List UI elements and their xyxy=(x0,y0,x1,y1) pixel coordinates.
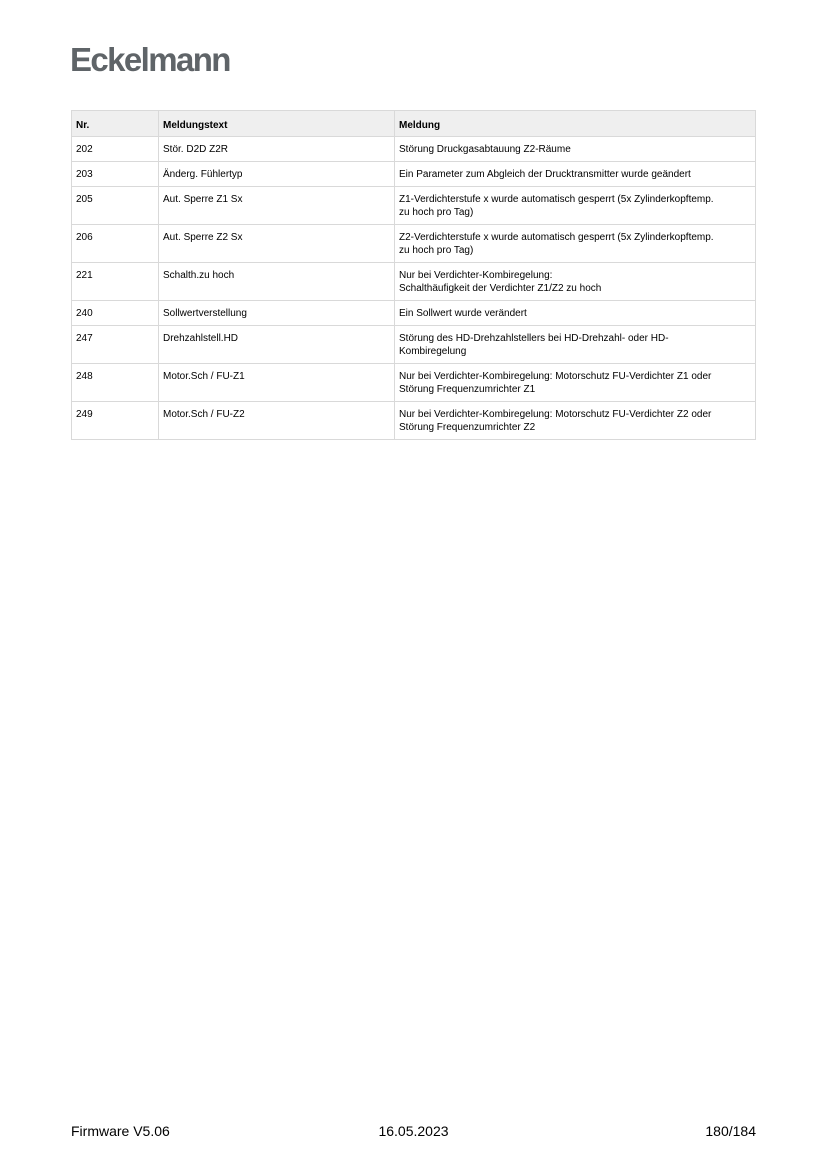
table-row xyxy=(72,301,756,326)
cell-meldung xyxy=(395,187,756,225)
cell-nr: 205 xyxy=(72,187,159,225)
footer-date: 16.05.2023 xyxy=(378,1123,449,1139)
cell-meldungstext: Stör. D2D Z2R xyxy=(159,137,395,162)
table-row xyxy=(72,364,756,402)
message-table xyxy=(71,110,756,440)
cell-nr: 248 xyxy=(72,364,159,402)
cell-meldung xyxy=(395,402,756,440)
meldung-line: Störung Druckgasabtauung Z2-Räume xyxy=(399,144,571,155)
table-row xyxy=(72,137,756,162)
table-header xyxy=(72,111,756,137)
table-row xyxy=(72,225,756,263)
table-row xyxy=(72,263,756,301)
cell-nr: 249 xyxy=(72,402,159,440)
cell-nr: 221 xyxy=(72,263,159,301)
cell-meldungstext: Motor.Sch / FU-Z2 xyxy=(159,402,395,440)
table-row xyxy=(72,402,756,440)
column-header-meldung: Meldung xyxy=(395,111,756,137)
meldung-line: Kombiregelung xyxy=(399,346,467,357)
cell-meldungstext: Drehzahlstell.HD xyxy=(159,326,395,364)
cell-nr: 203 xyxy=(72,162,159,187)
column-header-meldungstext: Meldungstext xyxy=(159,111,395,137)
cell-nr: 206 xyxy=(72,225,159,263)
column-header-nr: Nr. xyxy=(72,111,159,137)
meldung-line: Störung des HD-Drehzahlstellers bei HD-Drehzahl- oder HD- xyxy=(399,333,669,344)
cell-meldungstext: Motor.Sch / FU-Z1 xyxy=(159,364,395,402)
cell-meldungstext: Änderg. Fühlertyp xyxy=(159,162,395,187)
meldung-line: Z2-Verdichterstufe x wurde automatisch gesperrt (5x Zylinderkopftemp. xyxy=(399,232,714,243)
meldung-line: Störung Frequenzumrichter Z2 xyxy=(399,422,536,433)
cell-meldung xyxy=(395,326,756,364)
meldung-line: Nur bei Verdichter-Kombiregelung: xyxy=(399,270,553,281)
meldung-line: zu hoch pro Tag) xyxy=(399,245,474,256)
cell-meldungstext: Aut. Sperre Z2 Sx xyxy=(159,225,395,263)
table-header-row xyxy=(72,111,756,137)
cell-meldung xyxy=(395,162,756,187)
table-row xyxy=(72,187,756,225)
cell-nr: 202 xyxy=(72,137,159,162)
meldung-line: Ein Parameter zum Abgleich der Drucktransmitter wurde geändert xyxy=(399,169,691,180)
meldung-line: Ein Sollwert wurde verändert xyxy=(399,308,527,319)
meldung-line: Störung Frequenzumrichter Z1 xyxy=(399,384,536,395)
cell-nr: 240 xyxy=(72,301,159,326)
cell-meldung xyxy=(395,137,756,162)
company-logo: Eckelmann xyxy=(70,41,230,78)
meldung-line: Schalthäufigkeit der Verdichter Z1/Z2 zu hoch xyxy=(399,283,602,294)
meldung-line: Nur bei Verdichter-Kombiregelung: Motorschutz FU-Verdichter Z2 oder xyxy=(399,409,712,420)
cell-meldung xyxy=(395,263,756,301)
footer-page-number: 180/184 xyxy=(705,1123,756,1139)
cell-meldungstext: Aut. Sperre Z1 Sx xyxy=(159,187,395,225)
cell-meldungstext: Schalth.zu hoch xyxy=(159,263,395,301)
meldung-line: Z1-Verdichterstufe x wurde automatisch gesperrt (5x Zylinderkopftemp. xyxy=(399,194,714,205)
meldung-line: zu hoch pro Tag) xyxy=(399,207,474,218)
cell-meldung xyxy=(395,364,756,402)
footer-firmware: Firmware V5.06 xyxy=(71,1123,170,1139)
meldung-line: Nur bei Verdichter-Kombiregelung: Motorschutz FU-Verdichter Z1 oder xyxy=(399,371,712,382)
table-row xyxy=(72,162,756,187)
cell-meldungstext: Sollwertverstellung xyxy=(159,301,395,326)
table-body xyxy=(72,137,756,440)
cell-meldung xyxy=(395,225,756,263)
table-row xyxy=(72,326,756,364)
cell-nr: 247 xyxy=(72,326,159,364)
cell-meldung xyxy=(395,301,756,326)
